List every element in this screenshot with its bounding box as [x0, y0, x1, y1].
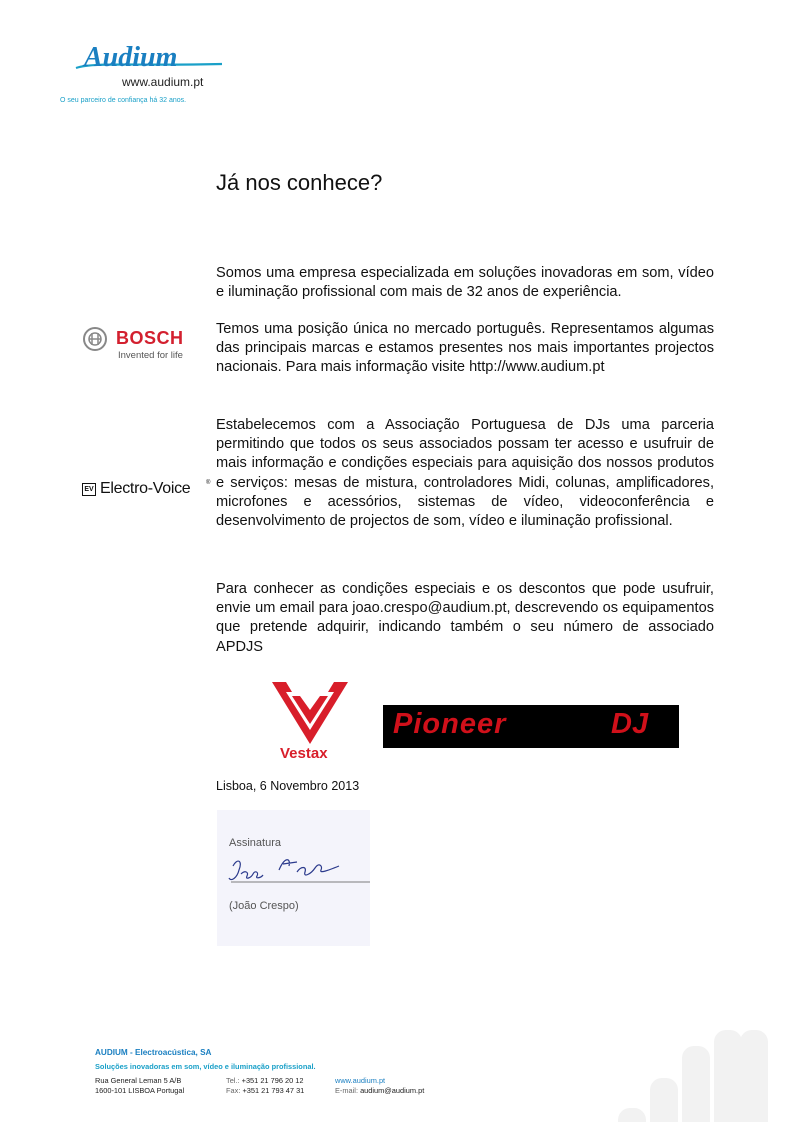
date-line: Lisboa, 6 Novembro 2013: [216, 779, 360, 793]
footer: [95, 1048, 515, 1108]
conditions-paragraph: Para conhecer as condições especiais e os descontos que pode usufruir, envie um email para joao.crespo@audium.pt, descrevendo os equipamentos que pretende adquirir, indicando também o seu número de associado APDJS: [216, 581, 714, 655]
logo-tagline: O seu parceiro de confiança há 32 anos.: [60, 97, 187, 104]
footer-tel-label: Tel.:: [226, 1076, 240, 1085]
ev-badge: EV: [82, 483, 96, 496]
footer-address-line2: 1600-101 LISBOA Portugal: [95, 1086, 185, 1095]
footer-tel: +351 21 796 20 12: [241, 1076, 304, 1085]
signatory-name: (João Crespo): [229, 900, 299, 912]
footer-address-line1: Rua General Leman 5 A/B: [95, 1076, 182, 1085]
electrovoice-registered-mark: ®: [206, 480, 211, 486]
footer-fax: +351 21 793 47 31: [242, 1086, 305, 1095]
signature-block: [217, 810, 370, 946]
decorative-bar: [714, 1030, 742, 1122]
decorative-bar: [618, 1108, 646, 1122]
bosch-tagline: Invented for life: [118, 350, 183, 361]
decorative-bar: [650, 1078, 678, 1122]
bosch-name: BOSCH: [116, 328, 184, 348]
footer-slogan: Soluções inovadoras em som, vídeo e iluminação profissional.: [95, 1062, 316, 1071]
svg-text:Audium: Audium: [84, 42, 178, 73]
footer-address: [95, 1076, 184, 1096]
decorative-bars: [618, 1030, 768, 1122]
footer-email-label: E-mail:: [335, 1086, 358, 1095]
pioneer-dj-suffix: DJ: [611, 708, 649, 740]
pioneer-dj-logo: [383, 705, 679, 748]
vestax-logo: [272, 682, 348, 764]
audium-wordmark-icon: [74, 42, 224, 78]
partnership-paragraph: Estabelecemos com a Associação Portuguesa de DJs uma parceria permitindo que todos os seus associados possam ter acesso e usufruir de mais informação e condições especiais para aquisição dos nossos produtos e serviços: mesas de mistura, controladores Midi, colunas, amplificadores, microfones e acessórios, sistemas de vídeo, videoconferência e desenvolvimento de projectos de som, vídeo e iluminação profissional.: [216, 417, 714, 530]
decorative-bar: [740, 1030, 768, 1122]
electrovoice-name: Electro-Voice: [100, 480, 191, 497]
bosch-armature-icon: [82, 326, 108, 352]
footer-contacts: [335, 1076, 424, 1096]
footer-website-link[interactable]: www.audium.pt: [335, 1076, 386, 1085]
vestax-name: Vestax: [280, 745, 328, 762]
decorative-bar: [682, 1046, 710, 1122]
audium-logo: [60, 42, 230, 108]
intro-paragraph: Somos uma empresa especializada em soluções inovadoras em som, vídeo e iluminação profissional com mais de 32 anos de experiência.: [216, 265, 714, 301]
vestax-v-icon: [272, 682, 348, 744]
footer-company-name: AUDIUM - Electroacústica, SA: [95, 1048, 212, 1057]
handwritten-signature-icon: [217, 852, 370, 892]
footer-phones: [226, 1076, 304, 1096]
position-paragraph: Temos uma posição única no mercado português. Representamos algumas das principais marcas e estamos presentes nos mais importantes projectos nacionais. Para mais informação visite http://www.audium.pt: [216, 321, 714, 376]
signature-label: Assinatura: [229, 837, 281, 849]
footer-email-link[interactable]: audium@audium.pt: [360, 1086, 425, 1095]
footer-fax-label: Fax:: [226, 1086, 241, 1095]
electrovoice-logo: [82, 480, 212, 502]
logo-website: www.audium.pt: [122, 75, 204, 89]
bosch-logo: [82, 324, 192, 364]
pioneer-name: Pioneer: [393, 708, 507, 740]
page-title: Já nos conhece?: [216, 170, 383, 195]
